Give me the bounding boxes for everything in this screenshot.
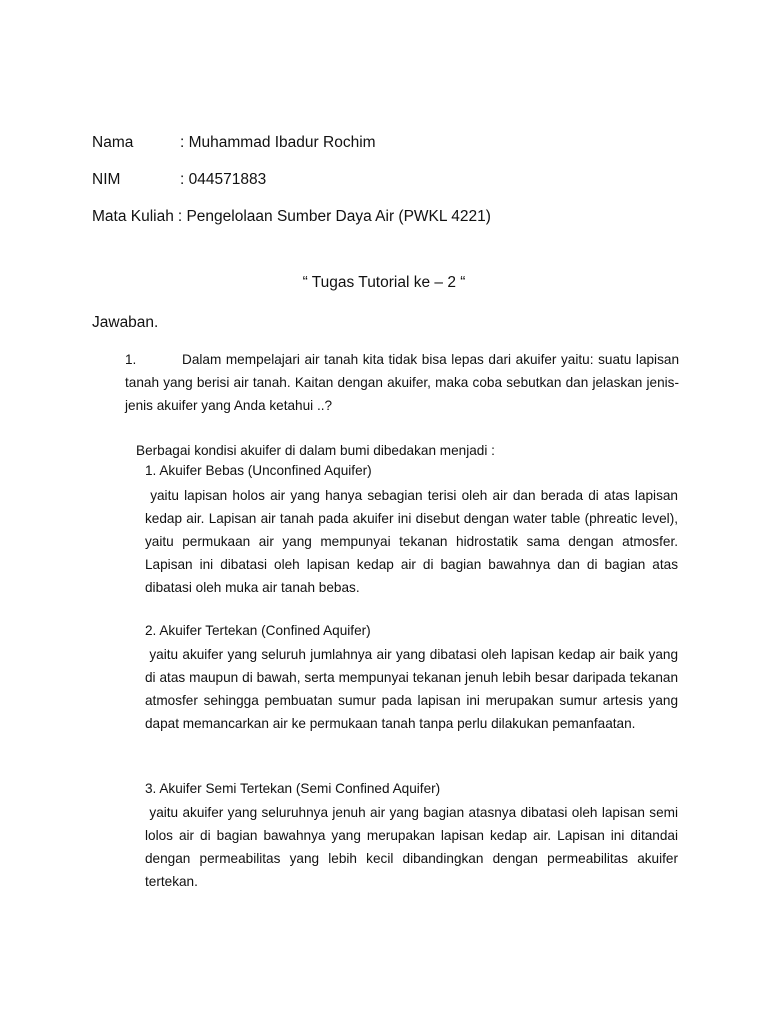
question-1 [125, 348, 679, 417]
nim-row [92, 170, 266, 190]
name-label: Nama [92, 134, 134, 151]
document-title: “ Tugas Tutorial ke – 2 “ [302, 274, 466, 291]
answer-heading: Jawaban. [92, 314, 159, 331]
item-3-body [145, 801, 678, 893]
name-value: : Muhammad Ibadur Rochim [180, 134, 376, 151]
name-row [92, 133, 376, 153]
course-label: Mata Kuliah [92, 208, 174, 225]
question-text: Dalam mempelajari air tanah kita tidak bisa lepas dari akuifer yaitu: suatu lapisan tanah yang berisi air tanah. Kaitan dengan akuifer, maka coba sebutkan dan jelaskan jenis-jenis akuifer yang Anda ketahui ..? [125, 352, 679, 413]
answer-intro: Berbagai kondisi akuifer di dalam bumi dibedakan menjadi : [136, 443, 495, 458]
item-1-text: yaitu lapisan holos air yang hanya sebagian terisi oleh air dan berada di atas lapisan kedap air. Lapisan air tanah pada akuifer ini disebut dengan water table (phreatic level), yaitu permukaan air yang mempunyai tekanan hidrostatik sama dengan atmosfer. Lapisan ini dibatasi oleh lapisan kedap air di bagian bawahnya dan di bagian atas dibatasi oleh muka air tanah bebas. [145, 488, 678, 595]
item-2-body [145, 643, 678, 735]
question-number: 1. [125, 352, 137, 367]
course-row [92, 207, 491, 227]
item-1-body [145, 484, 678, 599]
item-2-text: yaitu akuifer yang seluruh jumlahnya air yang dibatasi oleh lapisan kedap air baik yang di atas maupun di bawah, serta mempunyai tekanan jenuh lebih besar daripada tekanan atmosfer sehingga pembuatan sumur pada lapisan ini merupakan sumur artesis yang dapat memancarkan air ke permukaan tanah tanpa perlu dilakukan pemanfaatan. [145, 647, 678, 731]
course-value: : Pengelolaan Sumber Daya Air (PWKL 4221) [177, 208, 491, 225]
nim-value: : 044571883 [180, 171, 267, 188]
nim-label: NIM [92, 171, 121, 188]
item-3-title: 3. Akuifer Semi Tertekan (Semi Confined Aquifer) [145, 781, 441, 796]
item-3-text: yaitu akuifer yang seluruhnya jenuh air yang bagian atasnya dibatasi oleh lapisan semi lolos air di bagian bawahnya yang merupakan lapisan kedap air. Lapisan ini ditandai dengan permeabilitas yang lebih kecil dibandingkan dengan permeabilitas akuifer tertekan. [145, 805, 679, 889]
item-1-title: 1. Akuifer Bebas (Unconfined Aquifer) [145, 463, 372, 478]
item-2-title: 2. Akuifer Tertekan (Confined Aquifer) [145, 623, 371, 638]
